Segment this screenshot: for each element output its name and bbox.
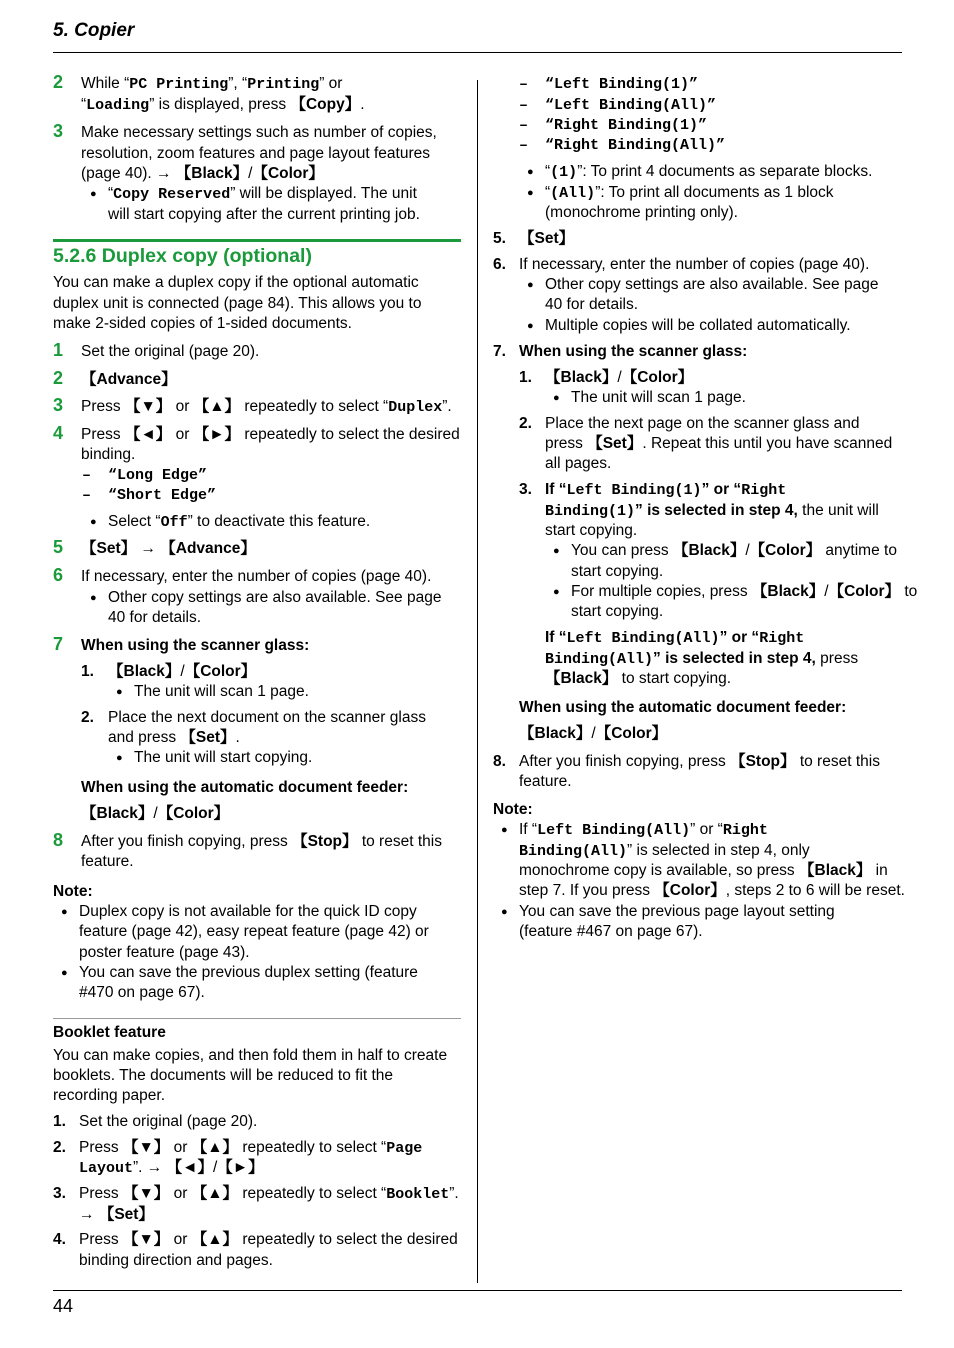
step-text: Make necessary settings such as number of copies,	[81, 124, 437, 141]
bullet-item: ● Select “Off” to deactivate this feature.	[108, 512, 370, 533]
bullet-item: ● Other copy settings are also available. See page	[545, 275, 878, 295]
sub-step-number: 2.	[81, 709, 94, 726]
bullet-item: ● The unit will scan 1 page.	[134, 682, 309, 702]
sub-step-text: all pages.	[545, 455, 612, 472]
step-number: 6	[53, 565, 64, 585]
note-text: #470 on page 67).	[79, 984, 205, 1001]
option-item: – “Right Binding(All)”	[545, 136, 725, 156]
key-set: 【Set】	[519, 230, 575, 247]
list-number: 1.	[53, 1113, 66, 1130]
key-advance: 【Advance】	[81, 371, 177, 388]
list-text: binding direction and pages.	[79, 1252, 273, 1269]
sub-heading: When using the scanner glass:	[81, 637, 310, 654]
sub-step-text: 【Black】/【Color】	[108, 663, 257, 680]
list-text: Press 【▼】 or 【▲】 repeatedly to select the desired	[79, 1231, 458, 1248]
note-item: ● If “Left Binding(All)” or “Right	[519, 820, 768, 841]
step-text: 【Set】 → 【Advance】	[81, 540, 256, 557]
bullet-item: ● “(1)”: To print 4 documents as separate blocks.	[545, 162, 872, 183]
note-title: Note:	[53, 883, 93, 900]
list-number: 2.	[53, 1139, 66, 1156]
list-number: 3.	[53, 1185, 66, 1202]
step-number: 7	[53, 634, 64, 654]
sub-heading: When using the automatic document feeder:	[81, 779, 409, 796]
intro-line: You can make copies, and then fold them in half to create	[53, 1047, 448, 1064]
sub-step-text: If “Left Binding(All)” or “Right	[545, 629, 805, 647]
option-item: – “Short Edge”	[108, 486, 216, 506]
key-combo: 【Black】/【Color】	[81, 805, 230, 822]
step-text: resolution, zoom features and page layout features	[81, 145, 430, 162]
running-header: 5. Copier	[53, 20, 135, 41]
sub-step-text: and press 【Set】.	[108, 729, 240, 746]
bullet-text: will start copying after the current printing job.	[108, 206, 420, 223]
sub-step-number: 3.	[519, 481, 532, 498]
bullet-item: ● For multiple copies, press 【Black】/【Color】 to	[571, 582, 917, 602]
sub-step-text: Place the next document on the scanner glass	[108, 709, 426, 726]
bullet-text: start copying.	[571, 603, 664, 620]
bullet-text: (monochrome printing only).	[545, 204, 738, 221]
list-number: 8.	[493, 753, 506, 770]
sub-step-text: Binding(1)” is selected in step 4, the unit will	[545, 502, 879, 520]
step-text: After you finish copying, press 【Stop】 to reset this	[81, 833, 442, 850]
step-text: “Loading” is displayed, press 【Copy】.	[81, 96, 365, 114]
note-text: monochrome copy is available, so press 【Black】 in	[519, 862, 888, 879]
step-number: 8	[53, 830, 64, 850]
bullet-text: start copying.	[571, 563, 664, 580]
step-text: binding.	[81, 446, 136, 463]
note-item: ● You can save the previous page layout setting	[519, 902, 835, 922]
arrow-icon: →	[155, 165, 172, 182]
arrow-icon: →	[79, 1206, 95, 1223]
bullet-item: ● “(All)”: To print all documents as 1 block	[545, 183, 834, 204]
key-combo: 【Black】/【Color】	[519, 725, 668, 742]
note-item: ● Duplex copy is not available for the quick ID copy	[79, 902, 417, 922]
list-text: Press 【▼】 or 【▲】 repeatedly to select “Booklet”.	[79, 1185, 459, 1203]
intro-line: recording paper.	[53, 1087, 166, 1104]
list-number: 5.	[493, 230, 506, 247]
list-text: Layout”. → 【◄】/【►】	[79, 1159, 264, 1177]
arrow-icon: →	[146, 1159, 163, 1176]
bullet-text: 40 for details.	[545, 296, 639, 313]
step-number: 2	[53, 72, 64, 92]
sub-step-number: 1.	[519, 369, 532, 386]
bullet-item: ● “Copy Reserved” will be displayed. The unit	[108, 184, 417, 205]
step-text: While “PC Printing”, “Printing” or	[81, 75, 343, 93]
bullet-text: 40 for details.	[108, 609, 202, 626]
intro-line: You can make a duplex copy if the optional automatic	[53, 274, 419, 291]
step-number: 4	[53, 423, 64, 443]
step-number: 3	[53, 121, 64, 141]
list-text: If necessary, enter the number of copies (page 40).	[519, 256, 870, 273]
sub-step-text: Binding(All)” is selected in step 4, press	[545, 650, 859, 668]
list-text: → 【Set】	[79, 1206, 154, 1223]
subsection-title: Booklet feature	[53, 1024, 166, 1041]
step-number: 1	[53, 340, 64, 360]
bullet-item: ● The unit will start copying.	[134, 748, 312, 768]
intro-line: booklets. The documents will be reduced to fit the	[53, 1067, 394, 1084]
step-text: Set the original (page 20).	[81, 343, 260, 360]
note-item: ● You can save the previous duplex setting (feature	[79, 963, 418, 983]
step-number: 3	[53, 395, 64, 415]
sub-heading: When using the scanner glass:	[519, 343, 748, 360]
option-item: – “Left Binding(All)”	[545, 96, 716, 116]
note-text: poster feature (page 43).	[79, 944, 250, 961]
list-text: Set the original (page 20).	[79, 1113, 258, 1130]
intro-line: make 2-sided copies of 1-sided documents.	[53, 315, 352, 332]
note-text: feature (page 42), easy repeat feature (page 42) or	[79, 923, 429, 940]
list-text: feature.	[519, 773, 572, 790]
note-text: Binding(All)” is selected in step 4, only	[519, 842, 810, 860]
bullet-item: ● You can press 【Black】/【Color】 anytime to	[571, 541, 897, 561]
step-text: feature.	[81, 853, 134, 870]
list-number: 7.	[493, 343, 506, 360]
sub-step-text: Place the next page on the scanner glass and	[545, 415, 860, 432]
step-number: 5	[53, 537, 64, 557]
sub-step-text: If “Left Binding(1)” or “Right	[545, 481, 787, 499]
option-item: – “Long Edge”	[108, 466, 207, 486]
bullet-item: ● The unit will scan 1 page.	[571, 388, 746, 408]
step-text: Press 【◄】 or 【►】 repeatedly to select the desired	[81, 426, 460, 443]
intro-line: duplex unit is connected (page 84). This allows you to	[53, 295, 422, 312]
sub-step-number: 2.	[519, 415, 532, 432]
sub-step-text: press 【Set】. Repeat this until you have scanned	[545, 435, 893, 452]
list-text: After you finish copying, press 【Stop】 to reset this	[519, 753, 880, 770]
option-item: – “Right Binding(1)”	[545, 116, 707, 136]
option-item: – “Left Binding(1)”	[545, 75, 698, 95]
list-number: 6.	[493, 256, 506, 273]
step-text: (page 40). → 【Black】/【Color】	[81, 165, 324, 182]
bullet-item: ● Multiple copies will be collated automatically.	[545, 316, 851, 336]
note-title: Note:	[493, 801, 533, 818]
arrow-icon: →	[140, 540, 156, 557]
step-number: 2	[53, 368, 64, 388]
section-title: 5.2.6 Duplex copy (optional)	[53, 245, 312, 267]
bullet-item: ● Other copy settings are also available. See page	[108, 588, 441, 608]
sub-step-number: 1.	[81, 663, 94, 680]
note-text: step 7. If you press 【Color】, steps 2 to 6 will be reset.	[519, 882, 905, 899]
list-number: 4.	[53, 1231, 66, 1248]
sub-step-text: start copying.	[545, 522, 638, 539]
sub-heading: When using the automatic document feeder:	[519, 699, 847, 716]
footer-rule	[53, 1290, 902, 1291]
step-text: Press 【▼】 or 【▲】 repeatedly to select “Duplex”.	[81, 398, 452, 416]
sub-step-text: 【Black】/【Color】	[545, 369, 694, 386]
step-text: If necessary, enter the number of copies (page 40).	[81, 568, 432, 585]
list-text: Press 【▼】 or 【▲】 repeatedly to select “Page	[79, 1139, 423, 1157]
sub-step-text: 【Black】 to start copying.	[545, 670, 732, 687]
note-text: (feature #467 on page 67).	[519, 923, 703, 940]
page-number: 44	[53, 1296, 74, 1316]
